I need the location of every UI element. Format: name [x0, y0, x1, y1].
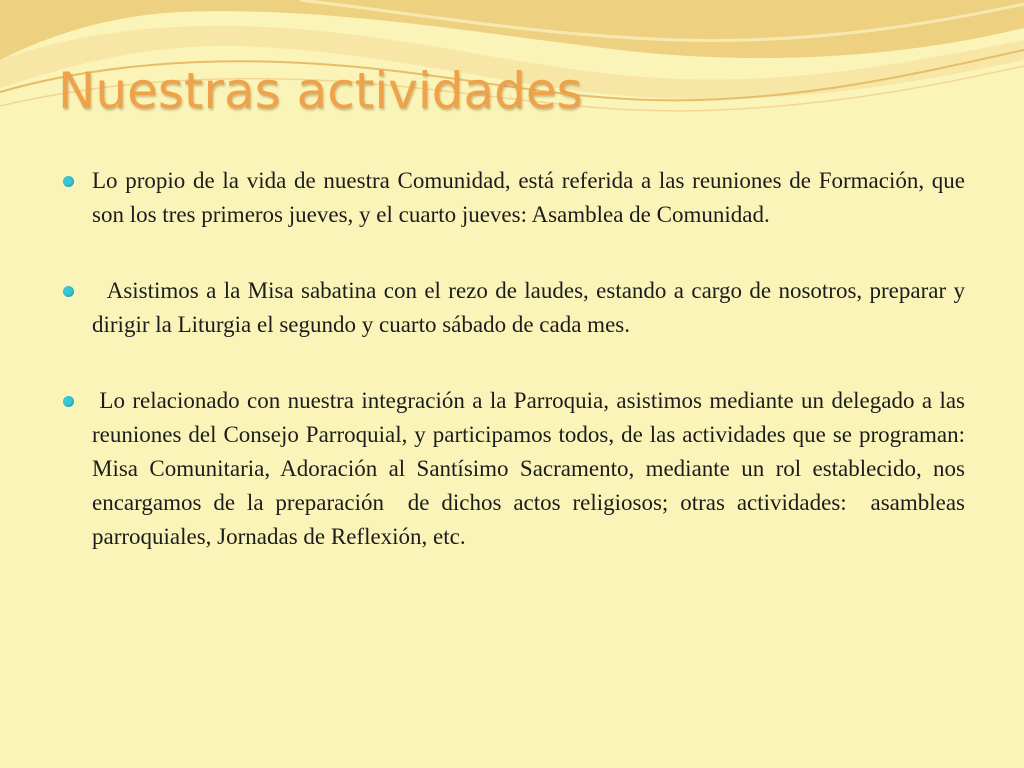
bullet-item-formacion: [60, 164, 971, 232]
bullet-dot-icon: [63, 396, 74, 407]
bullet-item-misa-sabatina: [60, 274, 971, 342]
bullet-text: Lo relacionado con nuestra integración a la Parroquia, asistimos mediante un delegado a las reuniones del Consejo Parroquial, y participamos todos, de las actividades que se programan: Misa Comunitaria, Adoración al Santísimo Sacramento, mediante un rol establecido, nos encargamos de la preparación de dichos actos religiosos; otras actividades: asambleas parroquiales, Jornadas de Reflexión, etc.: [92, 388, 971, 549]
bullet-list: [60, 164, 971, 596]
bullet-item-parroquia: [60, 384, 971, 554]
bullet-dot-icon: [63, 286, 74, 297]
bullet-text: Lo propio de la vida de nuestra Comunidad, está referida a las reuniones de Formación, que son los tres primeros jueves, y el cuarto jueves: Asamblea de Comunidad.: [92, 168, 971, 227]
bullet-text: Asistimos a la Misa sabatina con el rezo de laudes, estando a cargo de nosotros, preparar y dirigir la Liturgia el segundo y cuarto sábado de cada mes.: [92, 278, 971, 337]
slide-title: Nuestras actividades: [58, 62, 583, 120]
bullet-dot-icon: [63, 176, 74, 187]
